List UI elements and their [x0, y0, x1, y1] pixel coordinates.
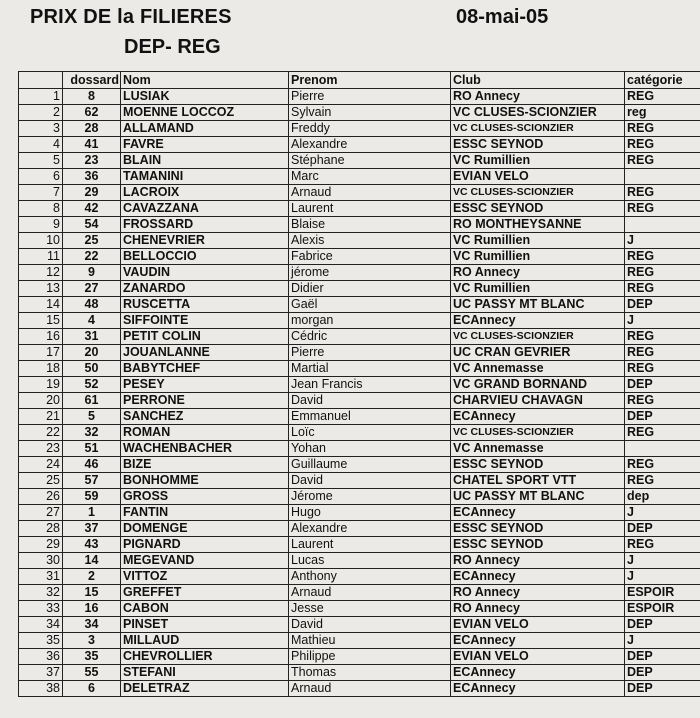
club-cell: VC Rumillien: [451, 249, 625, 265]
categorie-cell: J: [625, 553, 700, 569]
categorie-cell: ESPOIR: [625, 585, 700, 601]
categorie-cell: [625, 217, 700, 233]
club-cell: RO Annecy: [451, 585, 625, 601]
categorie-cell: REG: [625, 137, 700, 153]
dossard-cell: 20: [63, 345, 121, 361]
prenom-cell: David: [289, 473, 451, 489]
header-dossard: dossard: [63, 72, 121, 89]
prenom-cell: Arnaud: [289, 681, 451, 697]
row-index: 20: [19, 393, 63, 409]
nom-cell: PESEY: [121, 377, 289, 393]
club-cell: EVIAN VELO: [451, 169, 625, 185]
prenom-cell: Arnaud: [289, 585, 451, 601]
row-index: 38: [19, 681, 63, 697]
table-row: [19, 233, 700, 249]
club-cell: VC GRAND BORNAND: [451, 377, 625, 393]
club-cell: RO MONTHEYSANNE: [451, 217, 625, 233]
dossard-cell: 32: [63, 425, 121, 441]
table-row: [19, 361, 700, 377]
categorie-cell: J: [625, 505, 700, 521]
nom-cell: BIZE: [121, 457, 289, 473]
table-row: [19, 617, 700, 633]
table-row: [19, 185, 700, 201]
club-cell: RO Annecy: [451, 89, 625, 105]
club-cell: UC PASSY MT BLANC: [451, 297, 625, 313]
table-row: [19, 681, 700, 697]
categorie-cell: ESPOIR: [625, 601, 700, 617]
row-index: 37: [19, 665, 63, 681]
prenom-cell: Marc: [289, 169, 451, 185]
categorie-cell: REG: [625, 473, 700, 489]
row-index: 35: [19, 633, 63, 649]
dossard-cell: 23: [63, 153, 121, 169]
club-cell: VC Rumillien: [451, 153, 625, 169]
header-prenom: Prenom: [289, 72, 451, 89]
row-index: 6: [19, 169, 63, 185]
prenom-cell: Mathieu: [289, 633, 451, 649]
row-index: 24: [19, 457, 63, 473]
dossard-cell: 36: [63, 169, 121, 185]
row-index: 30: [19, 553, 63, 569]
dossard-cell: 2: [63, 569, 121, 585]
prenom-cell: Jean Francis: [289, 377, 451, 393]
row-index: 1: [19, 89, 63, 105]
prenom-cell: Jérome: [289, 489, 451, 505]
categorie-cell: REG: [625, 425, 700, 441]
nom-cell: FAVRE: [121, 137, 289, 153]
dossard-cell: 29: [63, 185, 121, 201]
categorie-cell: DEP: [625, 521, 700, 537]
dossard-cell: 43: [63, 537, 121, 553]
nom-cell: DELETRAZ: [121, 681, 289, 697]
dossard-cell: 9: [63, 265, 121, 281]
dossard-cell: 52: [63, 377, 121, 393]
club-cell: VC Rumillien: [451, 233, 625, 249]
club-cell: ECAnnecy: [451, 665, 625, 681]
club-cell: ESSC SEYNOD: [451, 137, 625, 153]
prenom-cell: Laurent: [289, 201, 451, 217]
club-cell: ECAnnecy: [451, 313, 625, 329]
categorie-cell: J: [625, 569, 700, 585]
categorie-cell: DEP: [625, 617, 700, 633]
categorie-cell: DEP: [625, 409, 700, 425]
club-cell: UC CRAN GEVRIER: [451, 345, 625, 361]
table-row: [19, 585, 700, 601]
club-cell: ESSC SEYNOD: [451, 521, 625, 537]
table-row: [19, 89, 700, 105]
nom-cell: GROSS: [121, 489, 289, 505]
dossard-cell: 50: [63, 361, 121, 377]
nom-cell: BONHOMME: [121, 473, 289, 489]
prenom-cell: Martial: [289, 361, 451, 377]
row-index: 10: [19, 233, 63, 249]
nom-cell: FANTIN: [121, 505, 289, 521]
row-index: 14: [19, 297, 63, 313]
nom-cell: CHEVROLLIER: [121, 649, 289, 665]
document-subtitle: DEP- REG: [124, 36, 221, 58]
row-index: 21: [19, 409, 63, 425]
categorie-cell: DEP: [625, 297, 700, 313]
table-row: [19, 569, 700, 585]
document-date: 08-mai-05: [456, 6, 549, 28]
categorie-cell: REG: [625, 249, 700, 265]
row-index: 16: [19, 329, 63, 345]
nom-cell: BABYTCHEF: [121, 361, 289, 377]
table-row: [19, 265, 700, 281]
nom-cell: JOUANLANNE: [121, 345, 289, 361]
club-cell: VC CLUSES-SCIONZIER: [451, 329, 625, 345]
header-categorie: catégorie: [625, 72, 700, 89]
prenom-cell: Alexis: [289, 233, 451, 249]
table-row: [19, 521, 700, 537]
table-row: [19, 249, 700, 265]
categorie-cell: [625, 441, 700, 457]
categorie-cell: REG: [625, 153, 700, 169]
dossard-cell: 31: [63, 329, 121, 345]
table-row: [19, 121, 700, 137]
club-cell: ECAnnecy: [451, 409, 625, 425]
prenom-cell: Thomas: [289, 665, 451, 681]
nom-cell: DOMENGE: [121, 521, 289, 537]
table-row: [19, 105, 700, 121]
prenom-cell: Pierre: [289, 345, 451, 361]
categorie-cell: REG: [625, 201, 700, 217]
table-row: [19, 377, 700, 393]
table-row: [19, 297, 700, 313]
club-cell: VC Annemasse: [451, 441, 625, 457]
prenom-cell: Alexandre: [289, 521, 451, 537]
row-index: 31: [19, 569, 63, 585]
table-row: [19, 329, 700, 345]
document-header: [0, 0, 700, 70]
dossard-cell: 61: [63, 393, 121, 409]
nom-cell: PETIT COLIN: [121, 329, 289, 345]
dossard-cell: 34: [63, 617, 121, 633]
row-index: 28: [19, 521, 63, 537]
table-header-row: [19, 72, 700, 89]
registration-table: [18, 71, 700, 697]
nom-cell: CHENEVRIER: [121, 233, 289, 249]
prenom-cell: Hugo: [289, 505, 451, 521]
categorie-cell: DEP: [625, 665, 700, 681]
row-index: 29: [19, 537, 63, 553]
nom-cell: CABON: [121, 601, 289, 617]
categorie-cell: dep: [625, 489, 700, 505]
table-row: [19, 393, 700, 409]
row-index: 12: [19, 265, 63, 281]
row-index: 7: [19, 185, 63, 201]
categorie-cell: [625, 169, 700, 185]
dossard-cell: 1: [63, 505, 121, 521]
club-cell: CHARVIEU CHAVAGN: [451, 393, 625, 409]
nom-cell: FROSSARD: [121, 217, 289, 233]
categorie-cell: REG: [625, 265, 700, 281]
categorie-cell: REG: [625, 185, 700, 201]
dossard-cell: 62: [63, 105, 121, 121]
club-cell: ESSC SEYNOD: [451, 201, 625, 217]
nom-cell: MILLAUD: [121, 633, 289, 649]
dossard-cell: 55: [63, 665, 121, 681]
nom-cell: SANCHEZ: [121, 409, 289, 425]
categorie-cell: REG: [625, 361, 700, 377]
categorie-cell: REG: [625, 457, 700, 473]
nom-cell: SIFFOINTE: [121, 313, 289, 329]
row-index: 3: [19, 121, 63, 137]
nom-cell: VITTOZ: [121, 569, 289, 585]
row-index: 25: [19, 473, 63, 489]
table-row: [19, 217, 700, 233]
prenom-cell: Yohan: [289, 441, 451, 457]
nom-cell: BELLOCCIO: [121, 249, 289, 265]
dossard-cell: 51: [63, 441, 121, 457]
nom-cell: GREFFET: [121, 585, 289, 601]
dossard-cell: 59: [63, 489, 121, 505]
club-cell: RO Annecy: [451, 601, 625, 617]
nom-cell: PERRONE: [121, 393, 289, 409]
nom-cell: STEFANI: [121, 665, 289, 681]
club-cell: ECAnnecy: [451, 569, 625, 585]
club-cell: RO Annecy: [451, 553, 625, 569]
table-row: [19, 137, 700, 153]
club-cell: VC CLUSES-SCIONZIER: [451, 425, 625, 441]
nom-cell: BLAIN: [121, 153, 289, 169]
row-index: 5: [19, 153, 63, 169]
prenom-cell: Loïc: [289, 425, 451, 441]
row-index: 19: [19, 377, 63, 393]
row-index: 18: [19, 361, 63, 377]
categorie-cell: REG: [625, 393, 700, 409]
nom-cell: ROMAN: [121, 425, 289, 441]
table-row: [19, 409, 700, 425]
dossard-cell: 16: [63, 601, 121, 617]
dossard-cell: 54: [63, 217, 121, 233]
nom-cell: MOENNE LOCCOZ: [121, 105, 289, 121]
club-cell: EVIAN VELO: [451, 617, 625, 633]
row-index: 34: [19, 617, 63, 633]
categorie-cell: DEP: [625, 377, 700, 393]
categorie-cell: reg: [625, 105, 700, 121]
header-index: [19, 72, 63, 89]
prenom-cell: Emmanuel: [289, 409, 451, 425]
nom-cell: PIGNARD: [121, 537, 289, 553]
prenom-cell: Alexandre: [289, 137, 451, 153]
categorie-cell: REG: [625, 281, 700, 297]
header-nom: Nom: [121, 72, 289, 89]
nom-cell: MEGEVAND: [121, 553, 289, 569]
table-body: [19, 89, 700, 697]
prenom-cell: Philippe: [289, 649, 451, 665]
dossard-cell: 42: [63, 201, 121, 217]
row-index: 15: [19, 313, 63, 329]
prenom-cell: Guillaume: [289, 457, 451, 473]
club-cell: VC CLUSES-SCIONZIER: [451, 185, 625, 201]
row-index: 2: [19, 105, 63, 121]
dossard-cell: 46: [63, 457, 121, 473]
nom-cell: CAVAZZANA: [121, 201, 289, 217]
document-title: PRIX DE la FILIERES: [30, 6, 232, 28]
prenom-cell: Stéphane: [289, 153, 451, 169]
row-index: 11: [19, 249, 63, 265]
club-cell: ECAnnecy: [451, 633, 625, 649]
row-index: 27: [19, 505, 63, 521]
dossard-cell: 8: [63, 89, 121, 105]
prenom-cell: Jesse: [289, 601, 451, 617]
row-index: 22: [19, 425, 63, 441]
prenom-cell: Lucas: [289, 553, 451, 569]
club-cell: VC CLUSES-SCIONZIER: [451, 121, 625, 137]
nom-cell: LACROIX: [121, 185, 289, 201]
prenom-cell: David: [289, 393, 451, 409]
table-row: [19, 537, 700, 553]
categorie-cell: DEP: [625, 649, 700, 665]
dossard-cell: 25: [63, 233, 121, 249]
row-index: 4: [19, 137, 63, 153]
club-cell: EVIAN VELO: [451, 649, 625, 665]
dossard-cell: 5: [63, 409, 121, 425]
dossard-cell: 28: [63, 121, 121, 137]
row-index: 32: [19, 585, 63, 601]
club-cell: VC Annemasse: [451, 361, 625, 377]
prenom-cell: Pierre: [289, 89, 451, 105]
categorie-cell: REG: [625, 89, 700, 105]
row-index: 17: [19, 345, 63, 361]
table-row: [19, 633, 700, 649]
club-cell: ECAnnecy: [451, 681, 625, 697]
table-row: [19, 153, 700, 169]
row-index: 36: [19, 649, 63, 665]
table-row: [19, 425, 700, 441]
club-cell: VC Rumillien: [451, 281, 625, 297]
club-cell: ESSC SEYNOD: [451, 457, 625, 473]
prenom-cell: Gaël: [289, 297, 451, 313]
table-row: [19, 281, 700, 297]
table-row: [19, 201, 700, 217]
prenom-cell: Didier: [289, 281, 451, 297]
categorie-cell: REG: [625, 345, 700, 361]
nom-cell: ZANARDO: [121, 281, 289, 297]
table-row: [19, 473, 700, 489]
dossard-cell: 15: [63, 585, 121, 601]
dossard-cell: 3: [63, 633, 121, 649]
prenom-cell: Fabrice: [289, 249, 451, 265]
row-index: 26: [19, 489, 63, 505]
nom-cell: VAUDIN: [121, 265, 289, 281]
prenom-cell: Blaise: [289, 217, 451, 233]
club-cell: RO Annecy: [451, 265, 625, 281]
dossard-cell: 22: [63, 249, 121, 265]
prenom-cell: Laurent: [289, 537, 451, 553]
dossard-cell: 35: [63, 649, 121, 665]
row-index: 23: [19, 441, 63, 457]
prenom-cell: Freddy: [289, 121, 451, 137]
dossard-cell: 41: [63, 137, 121, 153]
prenom-cell: Cédric: [289, 329, 451, 345]
prenom-cell: Sylvain: [289, 105, 451, 121]
categorie-cell: DEP: [625, 681, 700, 697]
club-cell: UC PASSY MT BLANC: [451, 489, 625, 505]
table-row: [19, 489, 700, 505]
table-row: [19, 313, 700, 329]
prenom-cell: Arnaud: [289, 185, 451, 201]
prenom-cell: morgan: [289, 313, 451, 329]
dossard-cell: 57: [63, 473, 121, 489]
dossard-cell: 14: [63, 553, 121, 569]
row-index: 33: [19, 601, 63, 617]
club-cell: CHATEL SPORT VTT: [451, 473, 625, 489]
club-cell: ESSC SEYNOD: [451, 537, 625, 553]
table-row: [19, 553, 700, 569]
dossard-cell: 4: [63, 313, 121, 329]
nom-cell: ALLAMAND: [121, 121, 289, 137]
categorie-cell: REG: [625, 329, 700, 345]
categorie-cell: J: [625, 633, 700, 649]
nom-cell: PINSET: [121, 617, 289, 633]
table-row: [19, 457, 700, 473]
categorie-cell: J: [625, 233, 700, 249]
nom-cell: TAMANINI: [121, 169, 289, 185]
prenom-cell: Anthony: [289, 569, 451, 585]
table-row: [19, 441, 700, 457]
dossard-cell: 37: [63, 521, 121, 537]
prenom-cell: David: [289, 617, 451, 633]
dossard-cell: 48: [63, 297, 121, 313]
prenom-cell: jérome: [289, 265, 451, 281]
club-cell: VC CLUSES-SCIONZIER: [451, 105, 625, 121]
table-row: [19, 169, 700, 185]
table-row: [19, 505, 700, 521]
categorie-cell: J: [625, 313, 700, 329]
categorie-cell: REG: [625, 121, 700, 137]
table-row: [19, 665, 700, 681]
row-index: 8: [19, 201, 63, 217]
table-row: [19, 649, 700, 665]
row-index: 9: [19, 217, 63, 233]
table-row: [19, 601, 700, 617]
categorie-cell: REG: [625, 537, 700, 553]
nom-cell: LUSIAK: [121, 89, 289, 105]
club-cell: ECAnnecy: [451, 505, 625, 521]
dossard-cell: 6: [63, 681, 121, 697]
header-club: Club: [451, 72, 625, 89]
nom-cell: RUSCETTA: [121, 297, 289, 313]
nom-cell: WACHENBACHER: [121, 441, 289, 457]
row-index: 13: [19, 281, 63, 297]
dossard-cell: 27: [63, 281, 121, 297]
table-row: [19, 345, 700, 361]
